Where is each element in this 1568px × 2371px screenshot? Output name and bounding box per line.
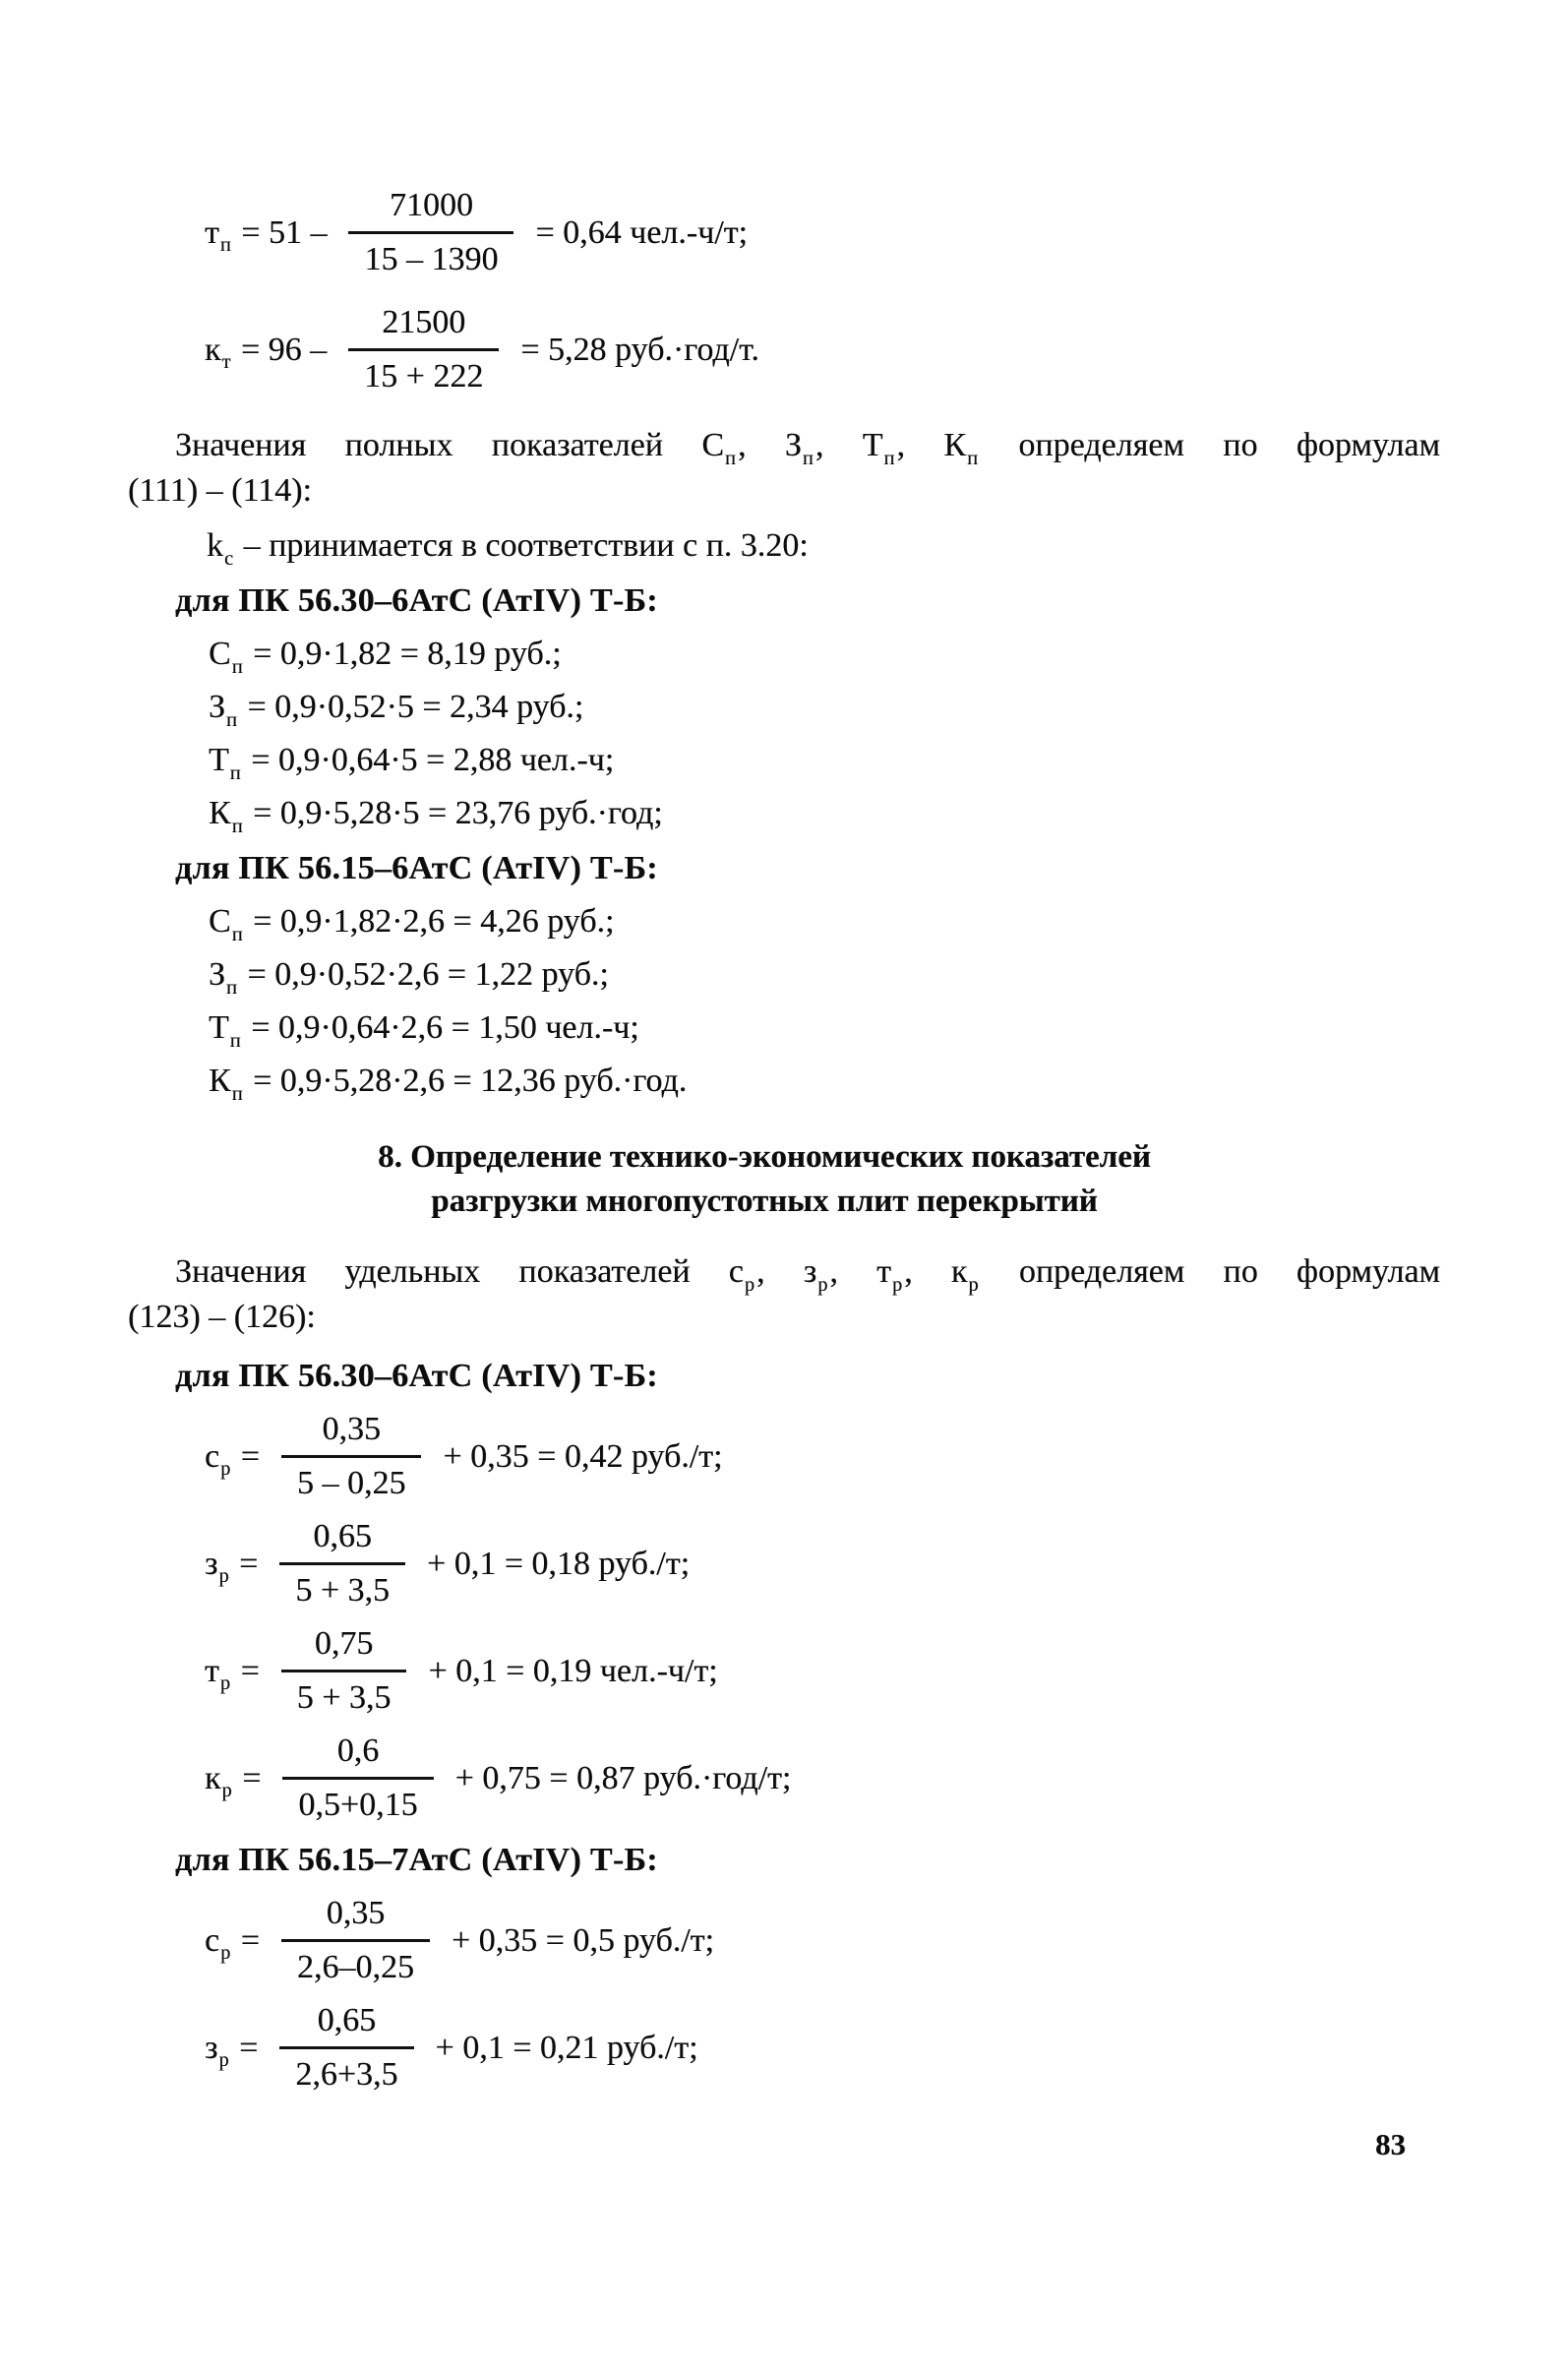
symbol-c-p: $С_п$,	[701, 427, 747, 469]
formula-result: + 0,1 = 0,18 руб./т;	[427, 1545, 691, 1582]
fraction	[348, 304, 499, 395]
fraction-denominator: 15 + 222	[348, 348, 499, 395]
formula-lhs	[205, 213, 328, 257]
formula-lhs: $з_р$ =	[205, 2029, 259, 2072]
paragraph-line-1	[128, 423, 1440, 468]
fraction	[279, 1518, 405, 1610]
group3-heading: для ПК 56.30–6АтС (АтIV) Т-Б:	[175, 1358, 658, 1394]
formula-var: т	[205, 213, 219, 251]
formula-row: $К_п = 0,9\cdot 5,28\cdot 2,6 = 12,36$ руб.·год.	[209, 1063, 688, 1105]
formula-t-r	[205, 1625, 1440, 1717]
symbol-c-r: $с_р$,	[728, 1253, 765, 1296]
symbol-k-r: $к_р$	[950, 1253, 979, 1296]
formula-c-r-2	[205, 1895, 1440, 1986]
formula-result: + 0,35 = 0,5 руб./т;	[451, 1921, 714, 1959]
paragraph-line-2: (123) – (126):	[128, 1299, 316, 1335]
symbol-t-p: $Т_п$,	[862, 427, 905, 469]
paragraph-line-2: (111) – (114):	[128, 472, 312, 509]
formula-result: + 0,1 = 0,19 чел.-ч/т;	[428, 1652, 718, 1689]
formula-result: + 0,1 = 0,21 руб./т;	[435, 2029, 698, 2066]
formula-row: $Т_п = 0,9\cdot 0,64\cdot 2,6 = 1,50$ чел.-ч;	[209, 1009, 639, 1052]
symbol-t-r: $т_р$,	[876, 1253, 913, 1296]
formula-lead: = 96 –	[240, 331, 328, 368]
paragraph-text: определяем по формулам	[1018, 1253, 1441, 1290]
fraction-numerator: 0,65	[313, 1518, 372, 1554]
kc-text: – принимается в соответствии с п. 3.20:	[243, 527, 809, 564]
section-8-heading	[128, 1135, 1401, 1224]
paragraph-text: Значения удельных показателей	[175, 1253, 691, 1290]
formula-lhs: $с_р$ =	[205, 1921, 260, 1965]
fraction-numerator: 0,6	[336, 1733, 380, 1769]
formula-var-sub: п	[219, 234, 231, 257]
formula-lhs: $с_р$ =	[205, 1437, 260, 1481]
fraction	[281, 1411, 422, 1502]
formula-result: = 0,64 чел.-ч/т;	[535, 213, 748, 251]
formula-var-sub: т	[221, 351, 231, 374]
formula-row: $З_п = 0,9\cdot 0,52\cdot 5 = 2,34$ руб.;	[209, 689, 584, 731]
fraction-numerator: 0,65	[317, 2002, 377, 2038]
formula-lhs: $к_р$ =	[205, 1759, 262, 1802]
formula-lhs: $з_р$ =	[205, 1545, 259, 1588]
formula-row: $К_п = 0,9\cdot 5,28\cdot 5 = 23,76$ руб.·год;	[209, 795, 663, 837]
paragraph-line-1	[128, 1249, 1440, 1295]
paragraph-text: определяем по формулам	[1018, 427, 1440, 463]
kc-symbol: $k_с$	[207, 527, 234, 570]
formula-lhs: $т_р$ =	[205, 1652, 260, 1695]
fraction-denominator: 15 – 1390	[348, 231, 513, 278]
formula-lhs	[205, 331, 328, 374]
fraction	[281, 1895, 430, 1986]
fraction-numerator: 0,35	[326, 1895, 386, 1931]
symbol-z-p: $З_п$,	[784, 427, 824, 469]
paragraph-full-indicators	[128, 423, 1440, 514]
formula-tau-p	[205, 187, 1440, 278]
formula-c-r	[205, 1411, 1440, 1502]
group2-heading: для ПК 56.15–6АтС (АтIV) Т-Б:	[175, 850, 658, 886]
fraction	[348, 187, 513, 278]
group1-heading: для ПК 56.30–6АтС (АтIV) Т-Б:	[175, 582, 658, 619]
formula-result: + 0,35 = 0,42 руб./т;	[443, 1437, 723, 1475]
formula-lead: = 51 –	[241, 213, 328, 251]
symbol-k-p: $К_п$	[943, 427, 978, 469]
formula-k-t	[205, 304, 1440, 395]
group4-heading: для ПК 56.15–7АтС (АтIV) Т-Б:	[175, 1842, 658, 1878]
formula-row: $З_п = 0,9\cdot 0,52\cdot 2,6 = 1,22$ руб.;	[209, 956, 609, 999]
page-content	[128, 187, 1440, 2094]
fraction	[282, 1733, 433, 1824]
fraction	[281, 1625, 407, 1717]
formula-row: $Т_п = 0,9\cdot 0,64\cdot 5 = 2,88$ чел.-ч;	[209, 742, 615, 784]
symbol-z-r: $з_р$,	[803, 1253, 838, 1296]
fraction-numerator: 0,75	[314, 1625, 374, 1662]
fraction	[279, 2002, 413, 2094]
section-8-heading-line2: разгрузки многопустотных плит перекрытий	[431, 1184, 1098, 1219]
fraction-denominator: 5 + 3,5	[281, 1670, 407, 1717]
formula-z-r-2	[205, 2002, 1440, 2094]
fraction-numerator: 0,35	[322, 1411, 381, 1447]
fraction-numerator: 21500	[382, 304, 466, 340]
kc-note-line	[207, 527, 1440, 570]
paragraph-text: Значения полных показателей	[175, 427, 663, 463]
fraction-denominator: 0,5+0,15	[282, 1777, 433, 1824]
formula-k-r	[205, 1733, 1440, 1824]
fraction-numerator: 71000	[389, 187, 473, 223]
formula-var: к	[205, 331, 221, 368]
fraction-denominator: 2,6+3,5	[279, 2046, 413, 2094]
fraction-denominator: 2,6–0,25	[281, 1939, 430, 1986]
fraction-denominator: 5 + 3,5	[279, 1562, 405, 1610]
section-8-heading-line1: 8. Определение технико-экономических показателей	[378, 1139, 1151, 1175]
fraction-denominator: 5 – 0,25	[281, 1455, 422, 1502]
page-number: 83	[1375, 2127, 1406, 2161]
formula-z-r	[205, 1518, 1440, 1610]
formula-result: + 0,75 = 0,87 руб.·год/т;	[454, 1759, 792, 1796]
formula-row: $С_п = 0,9\cdot 1,82\cdot 2,6 = 4,26$ руб.;	[209, 903, 615, 945]
paragraph-unit-indicators	[128, 1249, 1440, 1340]
formula-result: = 5,28 руб.·год/т.	[520, 331, 759, 368]
formula-row: $С_п = 0,9\cdot 1,82 = 8,19$ руб.;	[209, 636, 562, 678]
